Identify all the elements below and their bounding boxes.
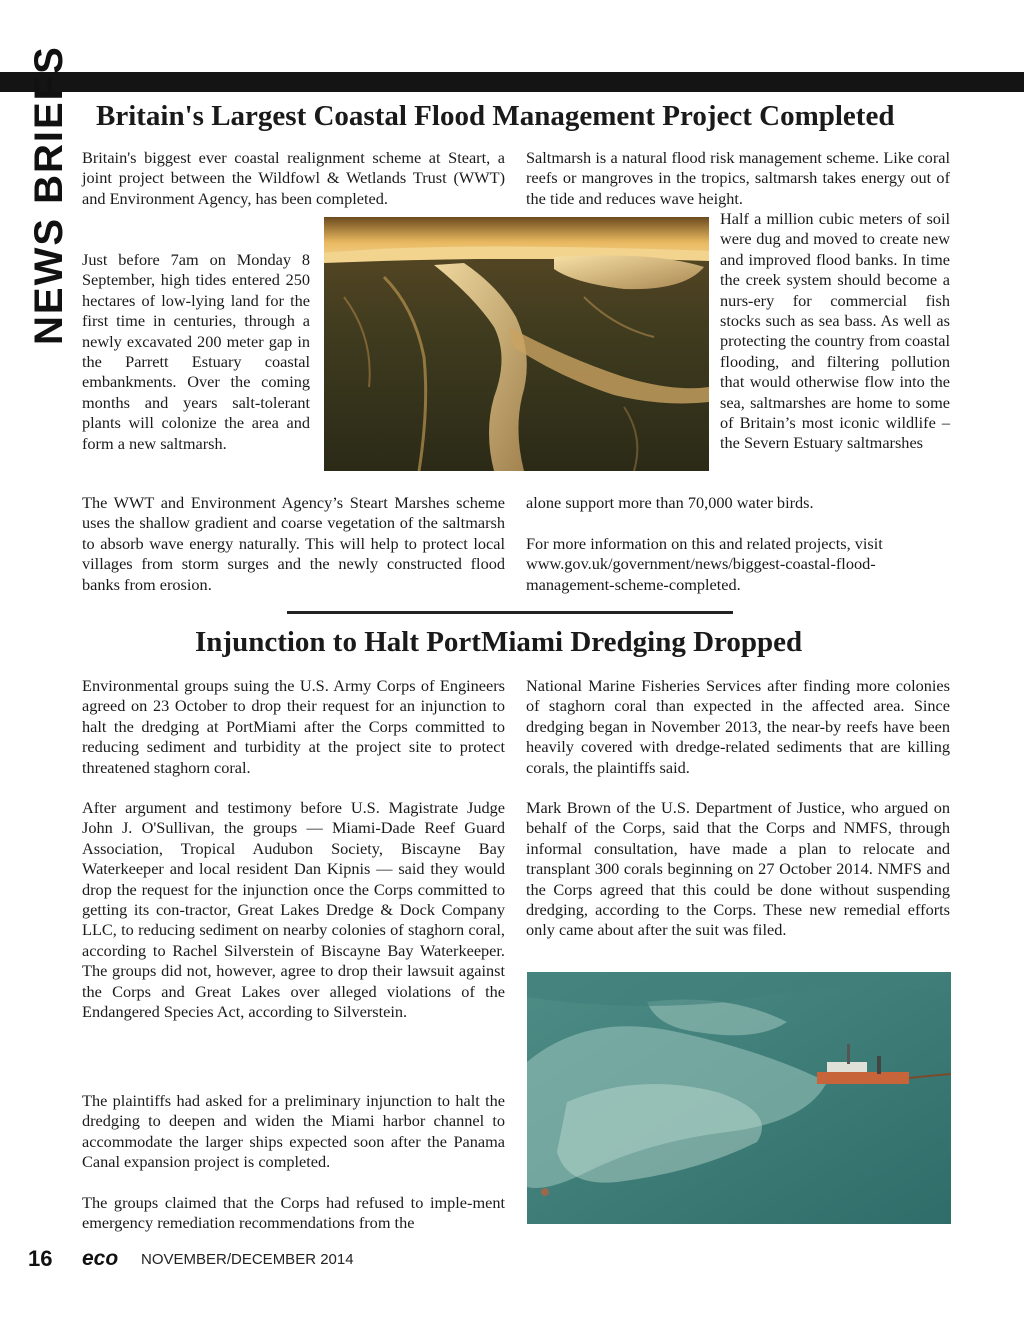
dredging-photo-graphic <box>527 972 951 1224</box>
article1-paragraph-4: Saltmarsh is a natural flood risk management scheme. Like coral reefs or mangroves in the tropics, saltmarsh takes energy out of the tide and reduces wave height. <box>526 148 950 208</box>
magazine-logo: eco <box>82 1247 119 1270</box>
article2-paragraph-4: The groups claimed that the Corps had refused to imple-ment emergency remediation recommendations from the <box>82 1193 505 1233</box>
article-divider <box>287 611 733 614</box>
article2-paragraph-2: After argument and testimony before U.S. Magistrate Judge John J. O'Sullivan, the groups — Miami-Dade Reef Guard Association, Tropical Audubon Society, Biscayne Bay Waterkeeper and local resident Dan Kipnis — said they would drop the request for the injunction once the Corps committed to getting its con-tractor, Great Lakes Dredge & Dock Company LLC, to reducing sediment on nearby colonies of staghorn coral, according to Rachel Silverstein of Biscayne Bay Waterkeeper. The groups did not, however, agree to drop their lawsuit against the Corps and Great Lakes over alleged violations of the Endangered Species Act, according to Silverstein. <box>82 798 505 1022</box>
header-bar <box>0 72 1024 92</box>
dredging-aerial-photo <box>527 972 951 1224</box>
estuary-photo-graphic <box>324 217 709 471</box>
page-number: 16 <box>28 1246 53 1271</box>
estuary-aerial-photo <box>324 217 709 471</box>
article2-paragraph-1: Environmental groups suing the U.S. Army Corps of Engineers agreed on 23 October to drop their request for an injunction to halt the dredging at PortMiami after the Corps committed to reducing sediment and turbidity at the project site to protect threatened staghorn coral. <box>82 676 505 777</box>
article2-paragraph-3: The plaintiffs had asked for a preliminary injunction to halt the dredging to deepen and widen the Miami harbor channel to accommodate the larger ships expected soon after the Panama Canal expansion project is completed. <box>82 1091 505 1172</box>
issue-date: NOVEMBER/DECEMBER 2014 <box>141 1251 354 1268</box>
article1-paragraph-1: Britain's biggest ever coastal realignment scheme at Steart, a joint project between the Wildfowl & Wetlands Trust (WWT) and Environment Agency, has been completed. <box>82 148 505 208</box>
article2-headline: Injunction to Halt PortMiami Dredging Dropped <box>195 626 803 658</box>
article2-paragraph-6: Mark Brown of the U.S. Department of Justice, who argued on behalf of the Corps, said that the Corps and NMFS, through informal consultation, have made a plan to relocate and transplant 300 corals beginning on 27 October 2014. NMFS and the Corps agreed that this could be done without suspending dredging, according to the Corps. These new remedial efforts only came about after the suit was filed. <box>526 798 950 940</box>
section-label: NEWS BRIEFS <box>27 45 71 345</box>
article2-paragraph-5: National Marine Fisheries Services after finding more colonies of staghorn coral than expected in the affected area. Since dredging began in November 2013, the near-by reefs have been heavily covered with dredge-related sediments that are killing corals, the plaintiffs said. <box>526 676 950 777</box>
article1-paragraph-6: For more information on this and related projects, visit www.gov.uk/government/news/biggest-coastal-flood-management-scheme-completed. <box>526 534 883 594</box>
article1-paragraph-3: The WWT and Environment Agency’s Steart Marshes scheme uses the shallow gradient and coarse vegetation of the saltmarsh to absorb wave energy naturally. This will help to protect local villages from storm surges and the newly constructed flood banks from erosion. <box>82 493 505 594</box>
article1-paragraph-5-tail: alone support more than 70,000 water birds. <box>526 493 814 512</box>
article1-headline: Britain's Largest Coastal Flood Management Project Completed <box>96 100 895 132</box>
article1-paragraph-2: Just before 7am on Monday 8 September, high tides entered 250 hectares of low-lying land for the first time in centuries, through a newly excavated 200 meter gap in the Parrett Estuary coastal embankments. Over the coming months and years salt-tolerant plants will colonize the area and form a new saltmarsh. <box>82 250 310 453</box>
article1-paragraph-5: Half a million cubic meters of soil were dug and moved to create new and improved flood banks. In time the creek system should become a nurs-ery for commercial fish stocks such as sea bass. As well as protecting the country from coastal flooding, and filtering pollution that would otherwise flow into the sea, saltmarshes are home to some of Britain’s most iconic wildlife – the Severn Estuary saltmarshes <box>720 209 950 453</box>
